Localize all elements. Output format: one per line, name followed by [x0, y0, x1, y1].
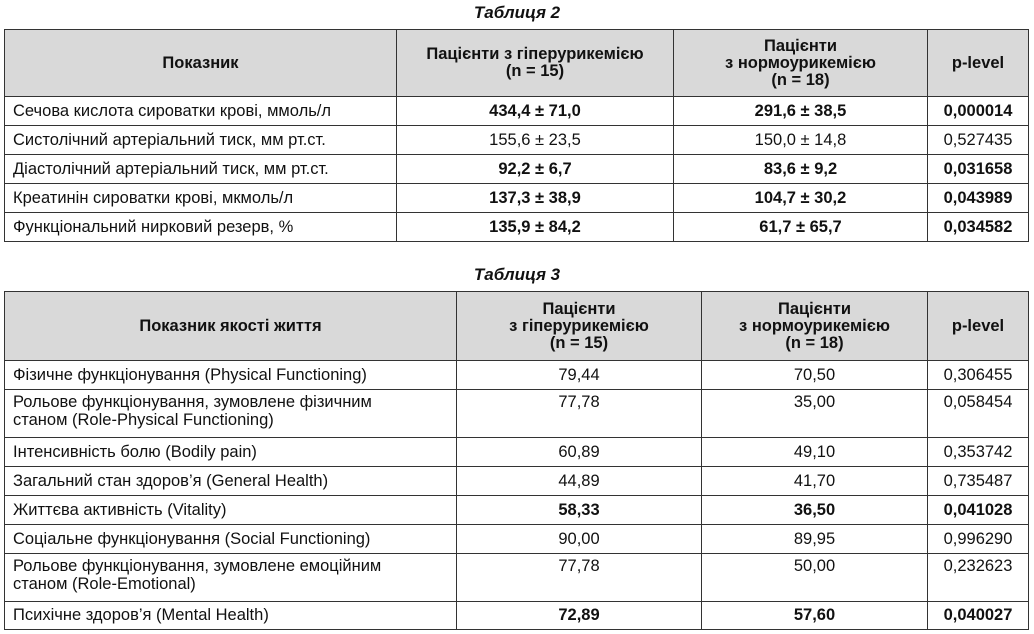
table2-cell-label: Сечова кислота сироватки крові, ммоль/л	[5, 97, 397, 126]
table3-row	[5, 361, 1029, 390]
table2-cell-hyper: 137,3 ± 38,9	[397, 184, 674, 213]
table3-header-p: p-level	[928, 292, 1029, 361]
table3-cell-label-line2: станом (Role-Physical Functioning)	[13, 411, 274, 429]
table2-cell-normo: 150,0 ± 14,8	[674, 126, 928, 155]
table3-cell-hyper: 44,89	[457, 467, 702, 496]
table3-cell-label: Інтенсивність болю (Bodily pain)	[5, 438, 457, 467]
table3-cell-label: Фізичне функціонування (Physical Functioning)	[5, 361, 457, 390]
table3-header-normo-line1: Пацієнти	[777, 299, 852, 318]
table3-cell-label: Психічне здоров’я (Mental Health)	[5, 602, 457, 630]
table3-row	[5, 438, 1029, 467]
table3-cell-hyper: 90,00	[457, 525, 702, 554]
table2-cell-p: 0,034582	[928, 213, 1029, 242]
table3-cell-normo: 70,50	[702, 361, 928, 390]
table3-header-hyper-line2: з гіперурикемією	[509, 316, 649, 335]
table2-header-normo-line2: з нормоурикемією	[725, 53, 876, 72]
table2-row	[5, 126, 1029, 155]
table3-cell-normo: 49,10	[702, 438, 928, 467]
table2-cell-p: 0,000014	[928, 97, 1029, 126]
table2-row	[5, 213, 1029, 242]
table3-cell-label	[5, 554, 457, 602]
table3-cell-hyper: 60,89	[457, 438, 702, 467]
table3-cell-label: Життєва активність (Vitality)	[5, 496, 457, 525]
table2-header-hyper-line1: Пацієнти з гіперурикемією	[426, 45, 644, 63]
table2-cell-label: Систолічний артеріальний тиск, мм рт.ст.	[5, 126, 397, 155]
table3-cell-normo: 41,70	[702, 467, 928, 496]
table3-header-hyper-line3: (n = 15)	[549, 333, 609, 352]
table3-cell-label: Загальний стан здоров’я (General Health)	[5, 467, 457, 496]
table2-cell-label: Діастолічний артеріальний тиск, мм рт.ст.	[5, 155, 397, 184]
table3-header-hyper	[457, 292, 702, 361]
table3-cell-hyper: 58,33	[457, 496, 702, 525]
table3-header-row	[5, 292, 1029, 361]
table3-cell-label-line1: Рольове функціонування, зумовлене фізичним	[13, 393, 372, 411]
table2-cell-hyper: 155,6 ± 23,5	[397, 126, 674, 155]
table3-header-normo-line2: з нормоурикемією	[739, 316, 890, 335]
table3-cell-hyper: 77,78	[457, 390, 702, 438]
table2-header-hyper-line2: (n = 15)	[505, 62, 565, 80]
table3-caption: Таблиця 3	[473, 265, 561, 284]
table3-cell-hyper: 77,78	[457, 554, 702, 602]
table3-cell-label	[5, 390, 457, 438]
table3-cell-p: 0,058454	[928, 390, 1029, 438]
table3-row	[5, 390, 1029, 438]
table3-cell-p: 0,306455	[928, 361, 1029, 390]
table3-header-hyper-line1: Пацієнти	[542, 299, 616, 318]
table3-cell-normo: 50,00	[702, 554, 928, 602]
table2-cell-p: 0,031658	[928, 155, 1029, 184]
table2-cell-label: Функціональний нирковий резерв, %	[5, 213, 397, 242]
table3-cell-p: 0,353742	[928, 438, 1029, 467]
table3-cell-normo: 35,00	[702, 390, 928, 438]
table2-header-normo-line3: (n = 18)	[771, 70, 830, 89]
table3-cell-label: Соціальне функціонування (Social Functioning)	[5, 525, 457, 554]
table2-header-normo-line1: Пацієнти	[763, 36, 838, 55]
table3-cell-normo: 57,60	[702, 602, 928, 630]
table2-header-p: p-level	[928, 30, 1029, 97]
table2-cell-normo: 104,7 ± 30,2	[674, 184, 928, 213]
table2-cell-p: 0,527435	[928, 126, 1029, 155]
table3-cell-p: 0,040027	[928, 602, 1029, 630]
table3-header-indicator: Показник якості життя	[5, 292, 457, 361]
table2-row	[5, 184, 1029, 213]
table2-cell-normo: 291,6 ± 38,5	[674, 97, 928, 126]
table3-header-normo	[702, 292, 928, 361]
table3-row	[5, 554, 1029, 602]
table2	[4, 29, 1029, 242]
table2-cell-hyper: 92,2 ± 6,7	[397, 155, 674, 184]
table2-cell-hyper: 135,9 ± 84,2	[397, 213, 674, 242]
table3-cell-normo: 89,95	[702, 525, 928, 554]
table2-row	[5, 155, 1029, 184]
table3-cell-label-line2: станом (Role-Emotional)	[13, 575, 196, 593]
table2-cell-normo: 83,6 ± 9,2	[674, 155, 928, 184]
table2-cell-label: Креатинін сироватки крові, мкмоль/л	[5, 184, 397, 213]
table3-row	[5, 602, 1029, 630]
table3-cell-p: 0,041028	[928, 496, 1029, 525]
table2-cell-normo: 61,7 ± 65,7	[674, 213, 928, 242]
table2-header-normo	[674, 30, 928, 97]
table3-cell-hyper: 72,89	[457, 602, 702, 630]
table3-cell-p: 0,735487	[928, 467, 1029, 496]
table3-cell-normo: 36,50	[702, 496, 928, 525]
table3-cell-hyper: 79,44	[457, 361, 702, 390]
table2-caption: Таблиця 2	[473, 3, 561, 22]
table3-cell-p: 0,996290	[928, 525, 1029, 554]
table3-row	[5, 525, 1029, 554]
table2-cell-hyper: 434,4 ± 71,0	[397, 97, 674, 126]
table3-row	[5, 496, 1029, 525]
table3	[4, 291, 1029, 630]
table2-header-hyper	[397, 30, 674, 97]
table2-header-row	[5, 30, 1029, 97]
table3-header-normo-line3: (n = 18)	[785, 333, 844, 352]
table3-row	[5, 467, 1029, 496]
table2-row	[5, 97, 1029, 126]
table3-cell-label-line1: Рольове функціонування, зумовлене емоційним	[13, 557, 382, 575]
table2-header-indicator: Показник	[5, 30, 397, 97]
table3-cell-p: 0,232623	[928, 554, 1029, 602]
table2-cell-p: 0,043989	[928, 184, 1029, 213]
